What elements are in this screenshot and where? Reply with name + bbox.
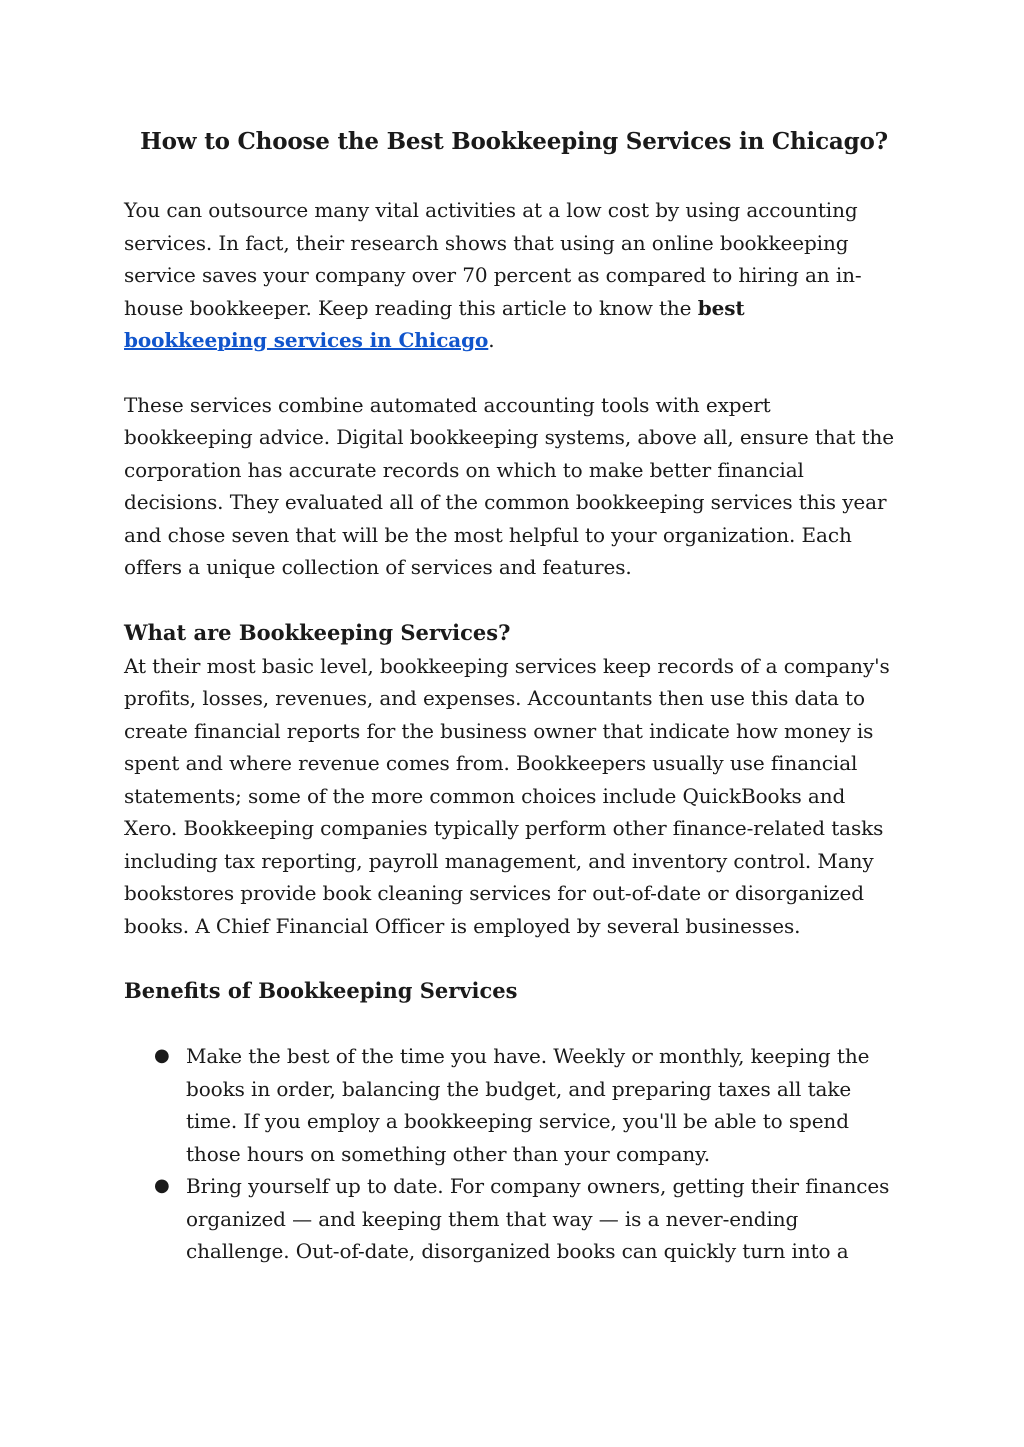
services-paragraph: These services combine automated accounting tools with expert bookkeeping advice. Digital bookkeeping systems, above all, ensure that the corporation has accurate records on which to make better financial decisions. They evaluated all of the common bookkeeping services this year and chose seven that will be the most helpful to your organization. Each offers a unique collection of services and features. [124,392,895,579]
list-item [124,1170,904,1268]
benefits-list [124,1040,904,1268]
intro-end-punctuation: . [488,328,495,352]
document-title: How to Choose the Best Bookkeeping Services in Chicago? [140,128,888,155]
intro-paragraph [124,194,904,357]
document-page [124,122,904,1268]
bullet-icon: ● [154,1175,170,1196]
list-item-text: Make the best of the time you have. Weekly or monthly, keeping the books in order, balancing the budget, and preparing taxes all take time. If you employ a bookkeeping service, you'll be able to spend those hours on something other than your company. [186,1044,870,1166]
what-are-heading: What are Bookkeeping Services? [124,619,511,645]
benefits-heading: Benefits of Bookkeeping Services [124,978,518,1003]
bullet-icon: ● [154,1045,170,1066]
list-item [124,1040,904,1170]
bookkeeping-services-chicago-link[interactable]: bookkeeping services in Chicago [124,328,489,352]
intro-bold-text: best [697,295,745,320]
what-are-paragraph: At their most basic level, bookkeeping services keep records of a company's profits, losses, revenues, and expenses. Accountants then use this data to create financial reports for the business owner that indicate how money is spent and where revenue comes from. Bookkeepers usually use financial statements; some of the more common choices include QuickBooks and Xero. Bookkeeping companies typically perform other finance-related tasks including tax reporting, payroll management, and inventory control. Many bookstores provide book cleaning services for out-of-date or disorganized books. A Chief Financial Officer is employed by several businesses. [124,653,890,938]
intro-text: You can outsource many vital activities at a low cost by using accounting services. In fact, their research shows that using an online bookkeeping service saves your company over 70 percent as compared to hiring an in-house bookkeeper. Keep reading this article to know the [124,198,862,320]
list-item-text: Bring yourself up to date. For company owners, getting their finances organized — and keeping them that way — is a never-ending challenge. Out-of-date, disorganized books can quickly turn into a [186,1174,890,1263]
